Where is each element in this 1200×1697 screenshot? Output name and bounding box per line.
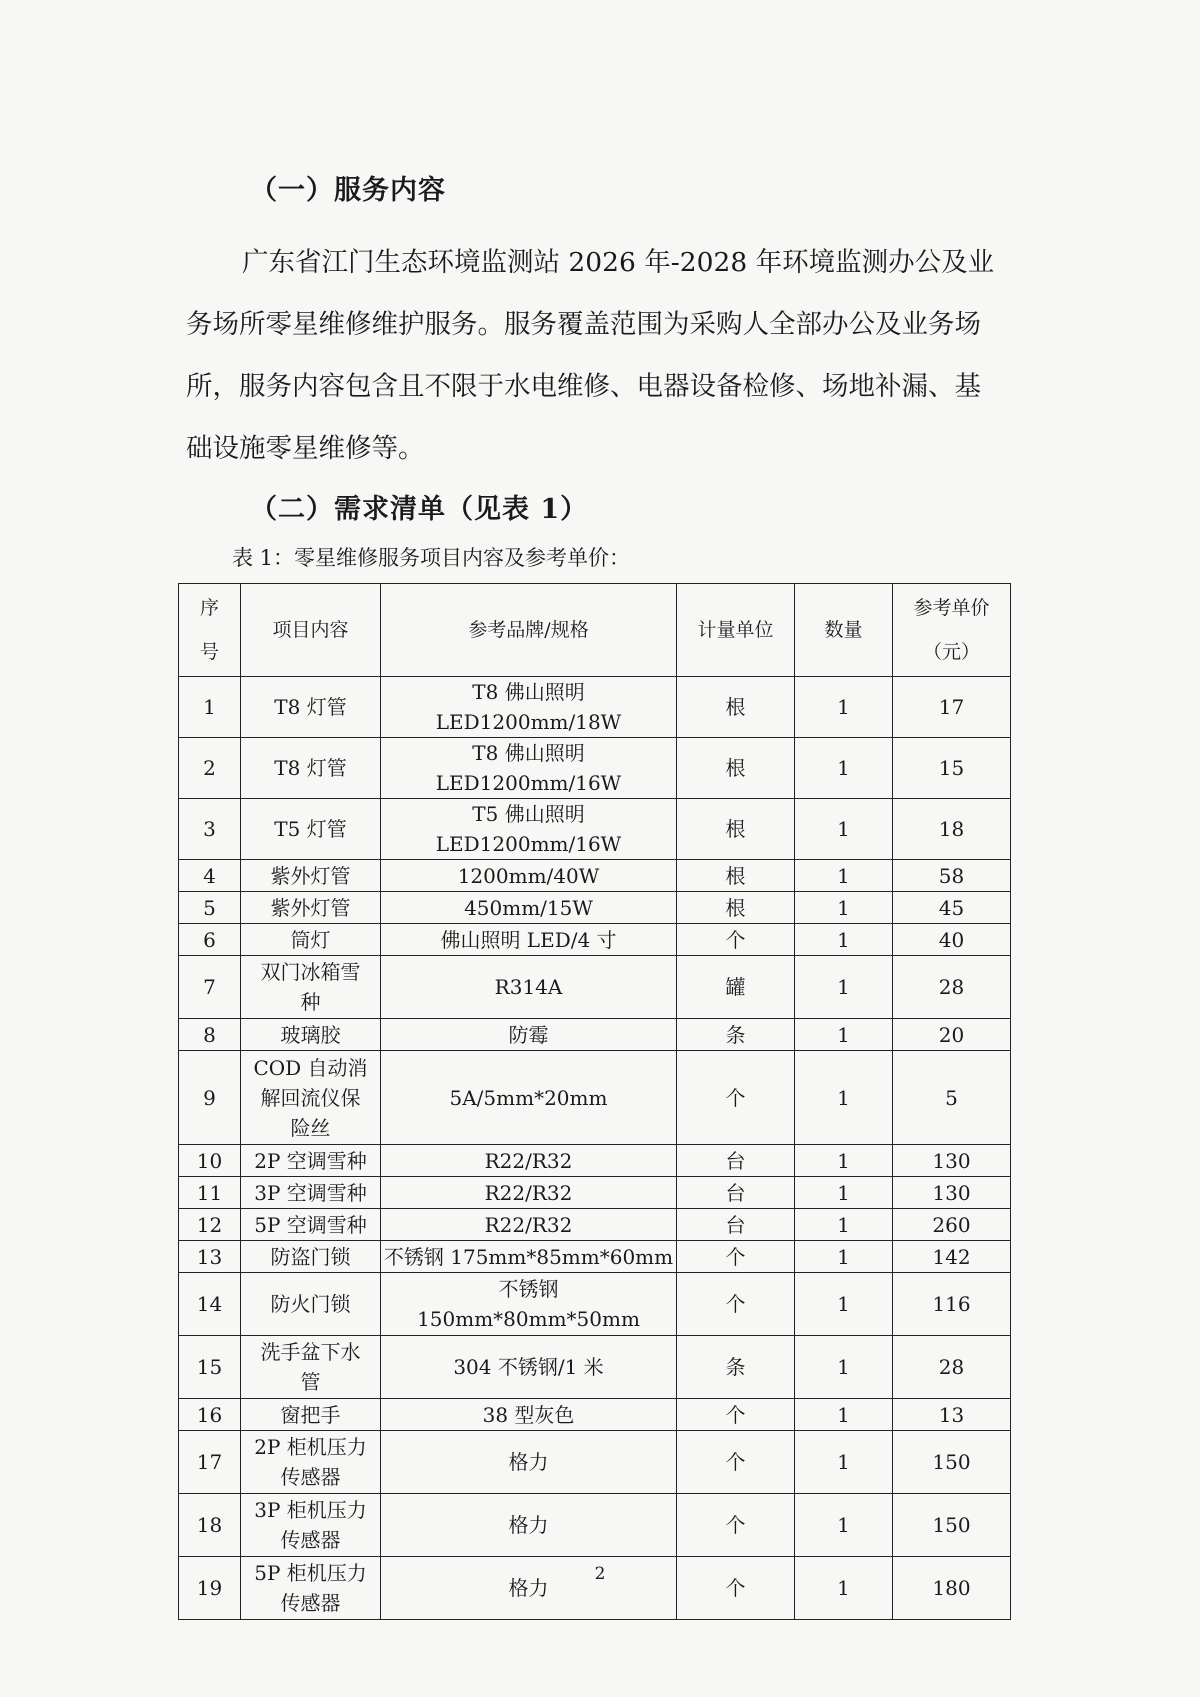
cell-price: 28 bbox=[893, 1336, 1011, 1399]
cell-no: 19 bbox=[179, 1557, 241, 1620]
cell-unit: 根 bbox=[677, 892, 795, 924]
cell-qty: 1 bbox=[795, 924, 893, 956]
cell-spec: 防霉 bbox=[381, 1019, 677, 1051]
cell-no: 13 bbox=[179, 1241, 241, 1273]
cell-price: 150 bbox=[893, 1494, 1011, 1557]
cell-item: 双门冰箱雪 种 bbox=[241, 956, 381, 1019]
cell-item: T8 灯管 bbox=[241, 677, 381, 738]
cell-price: 45 bbox=[893, 892, 1011, 924]
paragraph-line: 础设施零星维修等。 bbox=[186, 433, 425, 464]
cell-qty: 1 bbox=[795, 1399, 893, 1431]
cell-qty: 1 bbox=[795, 1241, 893, 1273]
cell-qty: 1 bbox=[795, 1557, 893, 1620]
cell-qty: 1 bbox=[795, 738, 893, 799]
cell-no: 4 bbox=[179, 860, 241, 892]
cell-qty: 1 bbox=[795, 1431, 893, 1494]
table-row bbox=[179, 860, 1011, 892]
cell-spec: 不锈钢 150mm*80mm*50mm bbox=[381, 1273, 677, 1336]
cell-no: 12 bbox=[179, 1209, 241, 1241]
cell-price: 18 bbox=[893, 799, 1011, 860]
cell-spec: 38 型灰色 bbox=[381, 1399, 677, 1431]
table-row bbox=[179, 1241, 1011, 1273]
cell-spec: T8 佛山照明 LED1200mm/18W bbox=[381, 677, 677, 738]
paragraph-line: 所，服务内容包含且不限于水电维修、电器设备检修、场地补漏、基 bbox=[186, 371, 981, 402]
cell-spec: 5A/5mm*20mm bbox=[381, 1051, 677, 1145]
table-row bbox=[179, 1273, 1011, 1336]
cell-no: 2 bbox=[179, 738, 241, 799]
repair-items-table bbox=[178, 583, 1011, 1620]
cell-spec: 格力 bbox=[381, 1494, 677, 1557]
cell-price: 5 bbox=[893, 1051, 1011, 1145]
cell-spec: 格力 bbox=[381, 1557, 677, 1620]
table-row bbox=[179, 738, 1011, 799]
cell-no: 9 bbox=[179, 1051, 241, 1145]
table-row bbox=[179, 1431, 1011, 1494]
cell-no: 16 bbox=[179, 1399, 241, 1431]
table-row bbox=[179, 1019, 1011, 1051]
cell-qty: 1 bbox=[795, 1177, 893, 1209]
cell-item: 窗把手 bbox=[241, 1399, 381, 1431]
cell-price: 58 bbox=[893, 860, 1011, 892]
cell-unit: 个 bbox=[677, 924, 795, 956]
table-body bbox=[179, 677, 1011, 1620]
cell-item: 紫外灯管 bbox=[241, 892, 381, 924]
cell-price: 260 bbox=[893, 1209, 1011, 1241]
service-description-paragraph bbox=[186, 232, 1016, 480]
cell-item: 筒灯 bbox=[241, 924, 381, 956]
cell-unit: 个 bbox=[677, 1051, 795, 1145]
cell-spec: 不锈钢 175mm*85mm*60mm bbox=[381, 1241, 677, 1273]
cell-qty: 1 bbox=[795, 1273, 893, 1336]
cell-item: 2P 空调雪种 bbox=[241, 1145, 381, 1177]
cell-unit: 根 bbox=[677, 799, 795, 860]
paragraph-line: 务场所零星维修维护服务。服务覆盖范围为采购人全部办公及业务场 bbox=[186, 309, 981, 340]
cell-item: 洗手盆下水 管 bbox=[241, 1336, 381, 1399]
cell-price: 17 bbox=[893, 677, 1011, 738]
cell-price: 116 bbox=[893, 1273, 1011, 1336]
cell-price: 150 bbox=[893, 1431, 1011, 1494]
table-row bbox=[179, 892, 1011, 924]
cell-no: 11 bbox=[179, 1177, 241, 1209]
cell-qty: 1 bbox=[795, 677, 893, 738]
cell-no: 6 bbox=[179, 924, 241, 956]
cell-item: 5P 柜机压力 传感器 bbox=[241, 1557, 381, 1620]
table-row bbox=[179, 1494, 1011, 1557]
table-row bbox=[179, 924, 1011, 956]
cell-unit: 个 bbox=[677, 1431, 795, 1494]
cell-no: 5 bbox=[179, 892, 241, 924]
cell-item: T5 灯管 bbox=[241, 799, 381, 860]
cell-qty: 1 bbox=[795, 1209, 893, 1241]
cell-price: 130 bbox=[893, 1145, 1011, 1177]
cell-unit: 个 bbox=[677, 1557, 795, 1620]
cell-no: 3 bbox=[179, 799, 241, 860]
cell-qty: 1 bbox=[795, 1494, 893, 1557]
table-row bbox=[179, 1051, 1011, 1145]
cell-unit: 台 bbox=[677, 1177, 795, 1209]
cell-unit: 个 bbox=[677, 1241, 795, 1273]
table-caption: 表 1：零星维修服务项目内容及参考单价： bbox=[232, 546, 631, 570]
cell-qty: 1 bbox=[795, 1336, 893, 1399]
cell-spec: R22/R32 bbox=[381, 1177, 677, 1209]
cell-item: T8 灯管 bbox=[241, 738, 381, 799]
cell-qty: 1 bbox=[795, 956, 893, 1019]
cell-no: 17 bbox=[179, 1431, 241, 1494]
header-qty: 数量 bbox=[795, 584, 893, 677]
paragraph-line: 广东省江门生态环境监测站 2026 年-2028 年环境监测办公及业 bbox=[242, 247, 995, 278]
cell-item: 2P 柜机压力 传感器 bbox=[241, 1431, 381, 1494]
cell-qty: 1 bbox=[795, 860, 893, 892]
cell-item: 玻璃胶 bbox=[241, 1019, 381, 1051]
table-row bbox=[179, 677, 1011, 738]
cell-item: 防盗门锁 bbox=[241, 1241, 381, 1273]
table-row bbox=[179, 1399, 1011, 1431]
table-header-row bbox=[179, 584, 1011, 677]
cell-spec: T8 佛山照明 LED1200mm/16W bbox=[381, 738, 677, 799]
cell-no: 1 bbox=[179, 677, 241, 738]
cell-qty: 1 bbox=[795, 1051, 893, 1145]
cell-price: 130 bbox=[893, 1177, 1011, 1209]
table-row bbox=[179, 1177, 1011, 1209]
cell-price: 13 bbox=[893, 1399, 1011, 1431]
cell-unit: 个 bbox=[677, 1399, 795, 1431]
header-no: 序 号 bbox=[179, 584, 241, 677]
table-row bbox=[179, 1209, 1011, 1241]
cell-item: COD 自动消 解回流仪保 险丝 bbox=[241, 1051, 381, 1145]
cell-spec: 格力 bbox=[381, 1431, 677, 1494]
table-row bbox=[179, 956, 1011, 1019]
cell-item: 防火门锁 bbox=[241, 1273, 381, 1336]
header-item: 项目内容 bbox=[241, 584, 381, 677]
cell-unit: 台 bbox=[677, 1209, 795, 1241]
cell-item: 5P 空调雪种 bbox=[241, 1209, 381, 1241]
cell-item: 3P 空调雪种 bbox=[241, 1177, 381, 1209]
cell-price: 20 bbox=[893, 1019, 1011, 1051]
cell-spec: 1200mm/40W bbox=[381, 860, 677, 892]
cell-spec: R314A bbox=[381, 956, 677, 1019]
cell-unit: 根 bbox=[677, 860, 795, 892]
cell-item: 3P 柜机压力 传感器 bbox=[241, 1494, 381, 1557]
cell-unit: 罐 bbox=[677, 956, 795, 1019]
cell-spec: R22/R32 bbox=[381, 1209, 677, 1241]
cell-no: 7 bbox=[179, 956, 241, 1019]
cell-qty: 1 bbox=[795, 1019, 893, 1051]
cell-spec: 304 不锈钢/1 米 bbox=[381, 1336, 677, 1399]
cell-item: 紫外灯管 bbox=[241, 860, 381, 892]
cell-no: 10 bbox=[179, 1145, 241, 1177]
page-number: 2 bbox=[594, 1564, 606, 1584]
cell-no: 8 bbox=[179, 1019, 241, 1051]
cell-price: 142 bbox=[893, 1241, 1011, 1273]
cell-spec: T5 佛山照明 LED1200mm/16W bbox=[381, 799, 677, 860]
cell-no: 15 bbox=[179, 1336, 241, 1399]
section-heading-requirement-list: （二）需求清单（见表 1） bbox=[250, 494, 589, 525]
header-price: 参考单价 （元） bbox=[893, 584, 1011, 677]
cell-qty: 1 bbox=[795, 1145, 893, 1177]
cell-price: 40 bbox=[893, 924, 1011, 956]
table-row bbox=[179, 1336, 1011, 1399]
cell-spec: R22/R32 bbox=[381, 1145, 677, 1177]
cell-price: 15 bbox=[893, 738, 1011, 799]
cell-qty: 1 bbox=[795, 799, 893, 860]
section-heading-service-content: （一）服务内容 bbox=[250, 175, 446, 206]
cell-no: 18 bbox=[179, 1494, 241, 1557]
cell-unit: 根 bbox=[677, 738, 795, 799]
cell-unit: 个 bbox=[677, 1273, 795, 1336]
cell-spec: 450mm/15W bbox=[381, 892, 677, 924]
cell-price: 180 bbox=[893, 1557, 1011, 1620]
cell-unit: 条 bbox=[677, 1336, 795, 1399]
cell-unit: 根 bbox=[677, 677, 795, 738]
cell-spec: 佛山照明 LED/4 寸 bbox=[381, 924, 677, 956]
cell-qty: 1 bbox=[795, 892, 893, 924]
table-row bbox=[179, 1145, 1011, 1177]
cell-price: 28 bbox=[893, 956, 1011, 1019]
header-spec: 参考品牌/规格 bbox=[381, 584, 677, 677]
cell-unit: 个 bbox=[677, 1494, 795, 1557]
cell-unit: 台 bbox=[677, 1145, 795, 1177]
cell-unit: 条 bbox=[677, 1019, 795, 1051]
table-row bbox=[179, 799, 1011, 860]
cell-no: 14 bbox=[179, 1273, 241, 1336]
header-unit: 计量单位 bbox=[677, 584, 795, 677]
